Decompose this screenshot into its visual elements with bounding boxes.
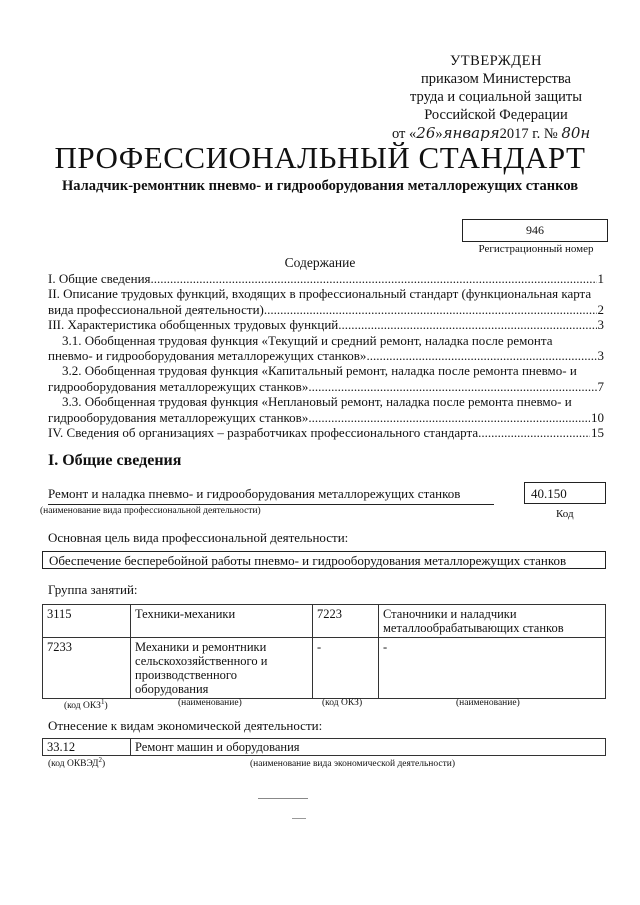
approval-date: от «26»января2017 г. № 80н [392,124,591,142]
table-row: 33.12 Ремонт машин и оборудования [43,739,606,756]
scan-mark [258,798,308,799]
okz-name-caption: (наименование) [178,698,242,708]
document-subtitle: Наладчик-ремонтник пневмо- и гидрооборудования металлорежущих станков [61,178,579,194]
econ-label: Отнесение к видам экономической деятельности: [48,718,323,733]
activity-code-box: 40.150 [524,482,606,504]
code-caption: Код [556,508,574,520]
okz-code-caption: (код ОКЗ$^1$) [64,698,108,712]
okved-code-caption: (код ОКВЭД$^2$) [48,756,106,770]
toc-item[interactable]: 3.1. Обобщенная трудовая функция «Текущий и средний ремонт, наладка после ремонта пневмо- и гидрооборудования металлорежущих станков» ..... 3 [48,333,604,364]
toc-item[interactable]: II. Описание трудовых функций, входящих в профессиональный стандарт (функциональная карта вида профессиональной деятельности) ..... 2 [48,286,604,317]
approval-line: труда и социальной защиты [410,89,582,105]
table-row: 7233 Механики и ремонтники сельскохозяйственного и производственного оборудования - - [43,638,606,699]
scan-mark [292,818,306,819]
econ-activity-table [42,738,606,756]
activity-underline [48,504,494,505]
approval-block [384,52,608,143]
toc-item[interactable]: 3.2. Обобщенная трудовая функция «Капитальный ремонт, наладка после ремонта пневмо- и гидрооборудования металлорежущих станков» ..... 7 [48,363,604,394]
table-row: 3115 Техники-механики 7223 Станочники и наладчики металлообрабатывающих станков [43,605,606,638]
activity-name: Ремонт и наладка пневмо- и гидрооборудования металлорежущих станков [48,486,461,501]
approval-line: приказом Министерства [421,71,571,87]
toc-item[interactable]: 3.3. Обобщенная трудовая функция «Неплановый ремонт, наладка после ремонта пневмо- и гидрооборудования металлорежущих станков» ..... 10 [48,394,604,425]
okz-code-caption-2: (код ОКЗ) [322,698,363,708]
goal-label: Основная цель вида профессиональной деятельности: [48,530,349,545]
section-heading: I. Общие сведения [48,452,182,469]
handwritten-month: января [442,124,500,142]
group-label: Группа занятий: [48,582,138,597]
okz-name-caption-2: (наименование) [456,698,520,708]
registration-label: Регистрационный номер [478,243,594,255]
handwritten-number: 80н [561,124,591,142]
approval-line: Российской Федерации [424,107,568,123]
goal-text-box: Обеспечение бесперебойной работы пневмо- и гидрооборудования металлорежущих станков [42,551,606,569]
toc-item[interactable]: I. Общие сведения ..... 1 [48,271,604,286]
okved-name-caption: (наименование вида экономической деятельности) [250,759,455,769]
table-of-contents [48,271,604,440]
occupation-group-table [42,604,606,699]
approval-title: УТВЕРЖДЕН [450,53,542,69]
document-title: ПРОФЕССИОНАЛЬНЫЙ СТАНДАРТ [54,140,586,175]
toc-item[interactable]: III. Характеристика обобщенных трудовых функций ..... 3 [48,317,604,332]
activity-caption: (наименование вида профессиональной деятельности) [40,506,261,516]
handwritten-day: 26 [416,124,436,142]
toc-item[interactable]: IV. Сведения об организациях – разработчиках профессионального стандарта ..... 15 [48,425,604,440]
toc-title: Содержание [284,255,356,270]
registration-number-box: 946 [462,219,608,242]
